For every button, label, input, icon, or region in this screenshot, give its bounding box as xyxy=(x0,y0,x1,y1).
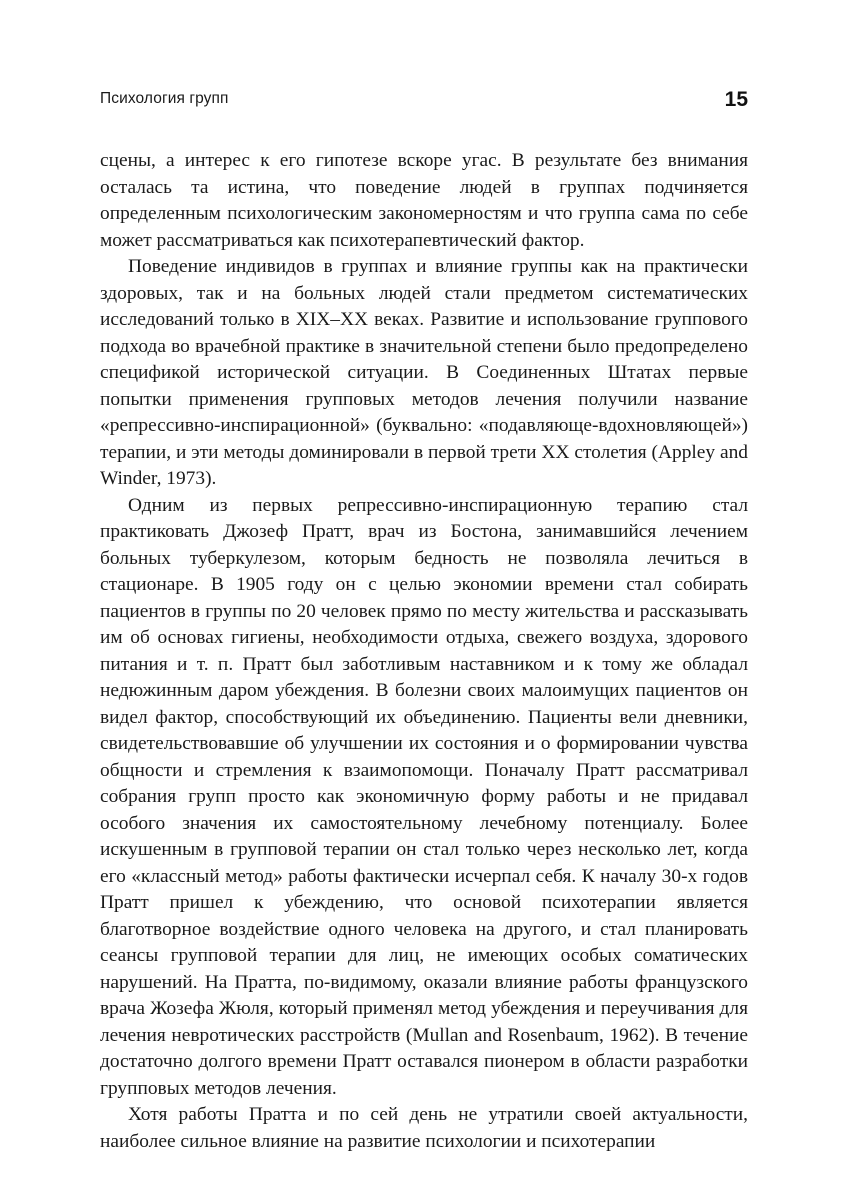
body-text xyxy=(100,148,748,1155)
running-header xyxy=(100,88,748,118)
paragraph-continuation: сцены, а интерес к его гипотезе вскоре угас. В результате без внимания осталась та истина, что поведение людей в группах подчиняется определенным психологическим закономерностям и что группа сама по себе может рассматриваться как психотерапевтический фактор. xyxy=(100,150,748,251)
page-number: 15 xyxy=(724,88,748,111)
paragraph: Хотя работы Пратта и по сей день не утратили своей актуальности, наиболее сильное влияние на развитие психологии и психотерапии xyxy=(100,1104,748,1152)
paragraph: Поведение индивидов в группах и влияние группы как на практически здоровых, так и на больных людей стали предметом систематических исследований только в XIX–XX веках. Развитие и использование группового подхода во врачебной практике в значительной степени было предопределено спецификой исторической ситуации. В Соединенных Штатах первые попытки применения групповых методов лечения получили название «репрессивно-инспирационной» (буквально: «подавляюще-вдохновляющей») терапии, и эти методы доминировали в первой трети XX столетия (Appley and Winder, 1973). xyxy=(100,256,748,489)
paragraph: Одним из первых репрессивно-инспирационную терапию стал практиковать Джозеф Пратт, врач из Бостона, занимавшийся лечением больных туберкулезом, которым бедность не позволяла лечиться в стационаре. В 1905 году он с целью экономии времени стал собирать пациентов в группы по 20 человек прямо по месту жительства и рассказывать им об основах гигиены, необходимости отдыха, свежего воздуха, здорового питания и т. п. Пратт был заботливым наставником и к тому же обладал недюжинным даром убеждения. В болезни своих малоимущих пациентов он видел фактор, способствующий их объединению. Пациенты вели дневники, свидетельствовавшие об улучшении их состояния и о формировании чувства общности и стремления к взаимопомощи. Поначалу Пратт рассматривал собрания групп просто как экономичную форму работы и не придавал особого значения их самостоятельному лечебному потенциалу. Более искушенным в групповой терапии он стал только через несколько лет, когда его «классный метод» работы фактически исчерпал себя. К началу 30-х годов Пратт пришел к убеждению, что основой психотерапии является благотворное воздействие одного человека на другого, и стал планировать сеансы групповой терапии для лиц, не имеющих особых соматических нарушений. На Пратта, по-видимому, оказали влияние работы французского врача Жозефа Жюля, который применял метод убеждения и переучивания для лечения невротических расстройств (Mullan and Rosenbaum, 1962). В течение достаточно долгого времени Пратт оставался пионером в области разработки групповых методов лечения. xyxy=(100,494,748,1099)
running-title: Психология групп xyxy=(100,90,229,107)
